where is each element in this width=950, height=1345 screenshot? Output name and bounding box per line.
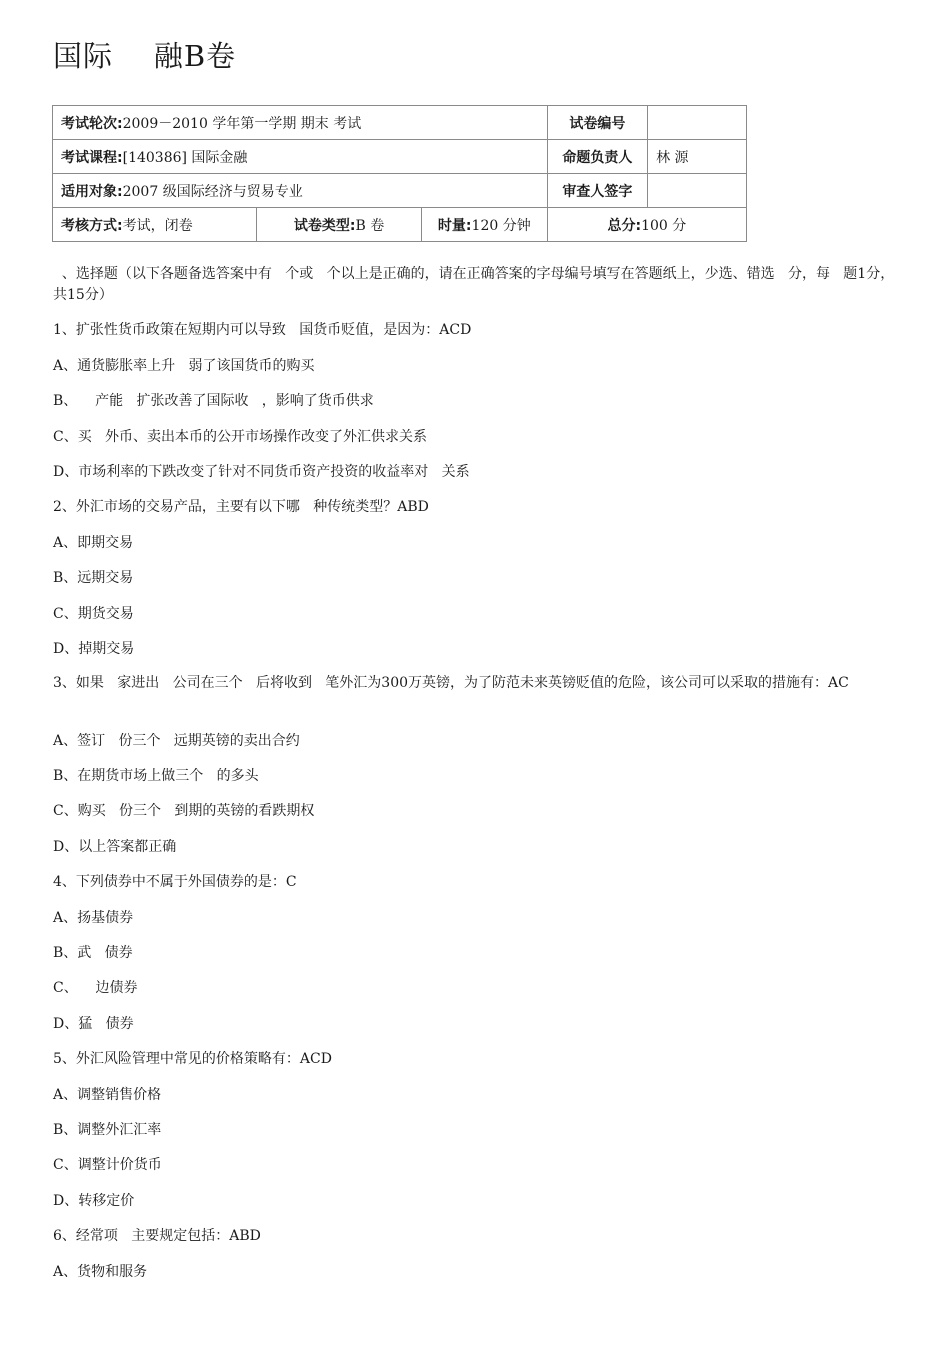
option-4d: D、猛 债券 [53, 1016, 134, 1032]
total-cell: 总分:100 分 [547, 208, 746, 242]
question-4: 4、下列债券中不属于外国债券的是：C [53, 874, 297, 890]
info-row-target [53, 174, 747, 208]
option-5d: D、转移定价 [53, 1193, 135, 1209]
option-3d: D、以上答案都正确 [53, 839, 177, 855]
option-4b: B、武 债券 [53, 945, 133, 961]
exam-info-table [52, 105, 747, 242]
reviewer-label-cell: 审查人签字 [547, 174, 647, 208]
info-row-method [53, 208, 747, 242]
option-3b: B、在期货市场上做三个 的多头 [53, 768, 259, 784]
author-value-cell: 林 源 [648, 140, 747, 174]
section-instructions: 、选择题（以下各题备选答案中有 个或 个以上是正确的，请在正确答案的字母编号填写在答题纸上，少选、错选 分，每 题1分，共15分） [53, 266, 895, 303]
option-4c: C、 边债券 [53, 980, 138, 996]
option-5b: B、调整外汇汇率 [53, 1122, 162, 1138]
paper-no-label-cell: 试卷编号 [547, 106, 647, 140]
type-cell: 试卷类型:B 卷 [257, 208, 422, 242]
question-5: 5、外汇风险管理中常见的价格策略有：ACD [53, 1051, 332, 1067]
reviewer-value-cell [648, 174, 747, 208]
method-cell: 考核方式:考试，闭卷 [53, 208, 257, 242]
option-2c: C、期货交易 [53, 606, 134, 622]
option-5c: C、调整计价货币 [53, 1157, 162, 1173]
option-5a: A、调整销售价格 [53, 1087, 162, 1103]
option-2d: D、掉期交易 [53, 641, 135, 657]
info-row-course [53, 140, 747, 174]
course-cell: 考试课程:[140386] 国际金融 [53, 140, 548, 174]
option-1c: C、买 外币、卖出本币的公开市场操作改变了外汇供求关系 [53, 429, 428, 445]
option-6a: A、货物和服务 [53, 1264, 148, 1280]
time-cell: 时量:120 分钟 [421, 208, 547, 242]
question-6: 6、经常项 主要规定包括：ABD [53, 1228, 261, 1244]
option-3c: C、购买 份三个 到期的英镑的看跌期权 [53, 803, 315, 819]
question-3: 3、如果 家进出 公司在三个 后将收到 笔外汇为300万英镑，为了防范未来英镑贬值的危险，该公司可以采取的措施有：AC [53, 675, 849, 691]
option-1a: A、通货膨胀率上升 弱了该国货币的购买 [53, 358, 315, 374]
option-1b: B、 产能 扩张改善了国际收 ，影响了货币供求 [53, 393, 374, 409]
paper-no-value-cell [648, 106, 747, 140]
option-2a: A、即期交易 [53, 535, 134, 551]
author-label-cell: 命题负责人 [547, 140, 647, 174]
option-1d: D、市场利率的下跌改变了针对不同货币资产投资的收益率对 关系 [53, 464, 470, 480]
option-3a: A、签订 份三个 远期英镑的卖出合约 [53, 733, 300, 749]
option-4a: A、扬基债券 [53, 910, 134, 926]
question-2: 2、外汇市场的交易产品，主要有以下哪 种传统类型？ABD [53, 499, 429, 515]
option-2b: B、远期交易 [53, 570, 134, 586]
round-cell: 考试轮次:2009－2010 学年第一学期 期末 考试 [53, 106, 548, 140]
target-cell: 适用对象:2007 级国际经济与贸易专业 [53, 174, 548, 208]
info-row-round [53, 106, 747, 140]
document-title: 国际 融B卷 [53, 39, 237, 73]
question-1: 1、扩张性货币政策在短期内可以导致 国货币贬值，是因为：ACD [53, 322, 472, 338]
